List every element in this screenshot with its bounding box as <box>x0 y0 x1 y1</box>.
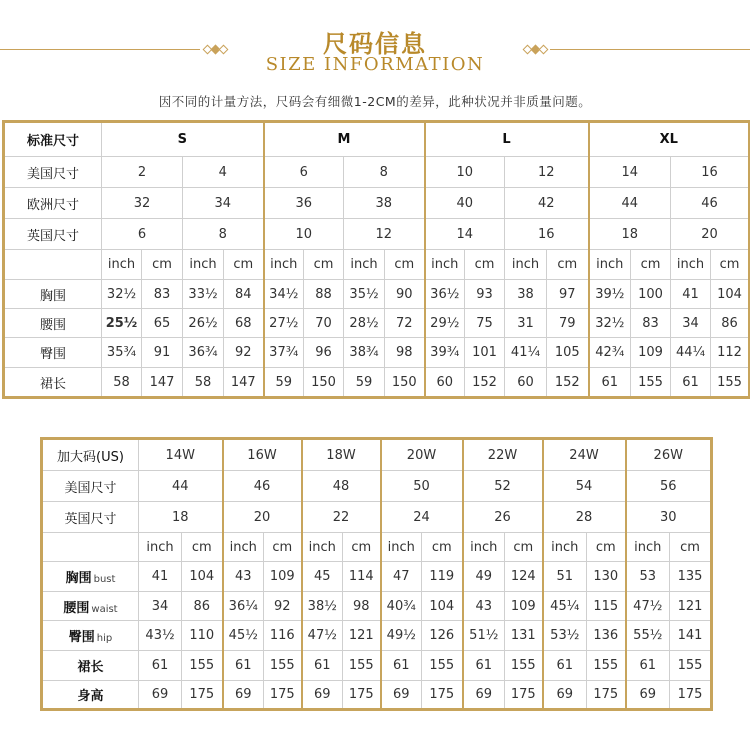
measurement-value: 61 <box>139 651 182 681</box>
measurement-value: 27½ <box>264 309 304 338</box>
measurement-label: 腰围 <box>4 309 102 338</box>
unit-inch: inch <box>671 250 711 280</box>
measurement-value: 41¼ <box>505 338 547 368</box>
measurement-value: 155 <box>505 651 543 681</box>
measurement-value: 92 <box>264 592 302 621</box>
size-value: 40 <box>425 188 505 219</box>
measurement-value: 109 <box>505 592 543 621</box>
size-value: 36 <box>264 188 344 219</box>
measurement-label-cell <box>42 651 139 681</box>
measurement-value: 104 <box>711 280 750 309</box>
measurement-value: 126 <box>422 621 463 651</box>
measurement-value: 65 <box>142 309 183 338</box>
size-value: 10 <box>264 219 344 250</box>
row-label: 英国尺寸 <box>4 219 102 250</box>
measurement-value: 69 <box>543 681 587 710</box>
measurement-label: 胸围 <box>65 571 92 586</box>
measurement-label: 裙长 <box>77 660 104 675</box>
unit-cm: cm <box>670 533 712 562</box>
plus-size-label: 24W <box>543 439 626 471</box>
measurement-value: 75 <box>465 309 505 338</box>
size-value: 2 <box>102 157 183 188</box>
size-value: 20 <box>671 219 750 250</box>
measurement-value: 101 <box>465 338 505 368</box>
measurement-value: 43 <box>223 562 264 592</box>
measurement-value: 58 <box>183 368 224 398</box>
measurement-value: 69 <box>139 681 182 710</box>
measurement-value: 93 <box>465 280 505 309</box>
measurement-value: 135 <box>670 562 712 592</box>
plus-size-table <box>40 437 713 711</box>
measurement-value: 152 <box>547 368 589 398</box>
size-value: 50 <box>381 471 463 502</box>
size-group-label: L <box>425 122 589 157</box>
unit-cm: cm <box>505 533 543 562</box>
measurement-value: 60 <box>505 368 547 398</box>
size-value: 46 <box>671 188 750 219</box>
size-conversion-row <box>4 188 750 219</box>
unit-cm: cm <box>587 533 626 562</box>
measurement-value: 121 <box>670 592 712 621</box>
measurement-value: 109 <box>631 338 671 368</box>
measurement-value: 45½ <box>223 621 264 651</box>
measurement-value: 155 <box>631 368 671 398</box>
measurement-value: 110 <box>182 621 223 651</box>
measurement-value: 115 <box>587 592 626 621</box>
size-value: 4 <box>183 157 264 188</box>
size-value: 10 <box>425 157 505 188</box>
measurement-value: 131 <box>505 621 543 651</box>
unit-inch: inch <box>223 533 264 562</box>
measurement-value: 59 <box>264 368 304 398</box>
measurement-value: 45 <box>302 562 343 592</box>
measurement-value: 39½ <box>589 280 631 309</box>
unit-inch: inch <box>589 250 631 280</box>
size-value: 6 <box>102 219 183 250</box>
measurement-value: 105 <box>547 338 589 368</box>
measurement-row <box>4 338 750 368</box>
unit-cm: cm <box>343 533 381 562</box>
size-value: 48 <box>302 471 381 502</box>
measurement-value: 61 <box>381 651 422 681</box>
size-value: 32 <box>102 188 183 219</box>
row-label: 美国尺寸 <box>4 157 102 188</box>
measurement-value: 175 <box>670 681 712 710</box>
unit-inch: inch <box>183 250 224 280</box>
measurement-value: 68 <box>224 309 264 338</box>
measurement-value: 86 <box>182 592 223 621</box>
size-conversion-row <box>4 219 750 250</box>
measurement-value: 69 <box>302 681 343 710</box>
measurement-value: 61 <box>463 651 505 681</box>
unit-inch: inch <box>463 533 505 562</box>
measurement-value: 90 <box>385 280 425 309</box>
measurement-row <box>4 280 750 309</box>
unit-inch: inch <box>139 533 182 562</box>
standard-size-table <box>2 120 750 399</box>
measurement-value: 88 <box>304 280 344 309</box>
unit-row <box>4 250 750 280</box>
size-conversion-row <box>4 157 750 188</box>
measurement-value: 152 <box>465 368 505 398</box>
size-value: 8 <box>344 157 425 188</box>
measurement-value: 41 <box>139 562 182 592</box>
measurement-value: 98 <box>385 338 425 368</box>
measurement-value: 49½ <box>381 621 422 651</box>
unit-cm: cm <box>182 533 223 562</box>
measurement-value: 36¼ <box>223 592 264 621</box>
measurement-value: 175 <box>182 681 223 710</box>
measurement-value: 83 <box>142 280 183 309</box>
empty-cell <box>4 250 102 280</box>
row-label: 美国尺寸 <box>42 471 139 502</box>
measurement-value: 26½ <box>183 309 224 338</box>
measurement-value: 42¾ <box>589 338 631 368</box>
measurement-value: 31 <box>505 309 547 338</box>
unit-inch: inch <box>344 250 385 280</box>
measurement-value: 147 <box>142 368 183 398</box>
unit-inch: inch <box>626 533 670 562</box>
measurement-value: 41 <box>671 280 711 309</box>
measurement-value: 109 <box>264 562 302 592</box>
measurement-value: 34½ <box>264 280 304 309</box>
unit-cm: cm <box>465 250 505 280</box>
measurement-value: 114 <box>343 562 381 592</box>
measurement-value: 136 <box>587 621 626 651</box>
plus-size-label: 16W <box>223 439 302 471</box>
measurement-value: 86 <box>711 309 750 338</box>
measurement-value: 43½ <box>139 621 182 651</box>
measurement-value: 61 <box>543 651 587 681</box>
measurement-row <box>4 309 750 338</box>
measurement-value: 47½ <box>626 592 670 621</box>
measurement-value: 70 <box>304 309 344 338</box>
measurement-label: 腰围 <box>63 600 90 616</box>
plus-size-label: 18W <box>302 439 381 471</box>
measurement-label: 身高 <box>77 689 104 704</box>
left-ornament <box>0 48 225 51</box>
measurement-value: 155 <box>587 651 626 681</box>
measurement-value: 58 <box>102 368 142 398</box>
measurement-value: 100 <box>631 280 671 309</box>
row-label: 欧洲尺寸 <box>4 188 102 219</box>
measurement-value: 44¼ <box>671 338 711 368</box>
measurement-value: 61 <box>671 368 711 398</box>
measurement-label-cell <box>42 592 139 621</box>
size-value: 18 <box>139 502 223 533</box>
measurement-value: 155 <box>670 651 712 681</box>
measurement-value: 32½ <box>102 280 142 309</box>
size-value: 20 <box>223 502 302 533</box>
size-value: 12 <box>505 157 589 188</box>
measurement-value: 38½ <box>302 592 343 621</box>
measurement-value: 25½ <box>102 309 142 338</box>
size-value: 44 <box>589 188 671 219</box>
plus-size-label: 26W <box>626 439 712 471</box>
measurement-value: 97 <box>547 280 589 309</box>
measurement-value: 39¾ <box>425 338 465 368</box>
measurement-label: 臀围 <box>4 338 102 368</box>
measurement-value: 150 <box>385 368 425 398</box>
unit-inch: inch <box>264 250 304 280</box>
measurement-row <box>4 368 750 398</box>
measurement-value: 119 <box>422 562 463 592</box>
unit-cm: cm <box>264 533 302 562</box>
measurement-value: 147 <box>224 368 264 398</box>
size-value: 6 <box>264 157 344 188</box>
measurement-value: 29½ <box>425 309 465 338</box>
size-value: 52 <box>463 471 543 502</box>
empty-cell <box>42 533 139 562</box>
measurement-value: 35½ <box>344 280 385 309</box>
measurement-value: 121 <box>343 621 381 651</box>
measurement-value: 55½ <box>626 621 670 651</box>
size-value: 34 <box>183 188 264 219</box>
measurement-value: 83 <box>631 309 671 338</box>
measurement-value: 61 <box>302 651 343 681</box>
size-value: 14 <box>589 157 671 188</box>
size-value: 22 <box>302 502 381 533</box>
size-value: 30 <box>626 502 712 533</box>
measurement-value: 53½ <box>543 621 587 651</box>
plus-size-header-row <box>42 439 712 471</box>
plus-size-header-label: 加大码(US) <box>42 439 139 471</box>
measurement-row <box>42 651 712 681</box>
measurement-value: 175 <box>422 681 463 710</box>
measurement-value: 36¾ <box>183 338 224 368</box>
measurement-value: 112 <box>711 338 750 368</box>
measurement-value: 38¾ <box>344 338 385 368</box>
unit-cm: cm <box>547 250 589 280</box>
measurement-label: 臀围 <box>68 630 95 645</box>
size-note: 因不同的计量方法，尺码会有细微1-2CM的差异，此种状况并非质量问题。 <box>158 94 592 109</box>
size-value: 18 <box>589 219 671 250</box>
measurement-value: 47½ <box>302 621 343 651</box>
measurement-value: 38 <box>505 280 547 309</box>
measurement-value: 43 <box>463 592 505 621</box>
measurement-value: 69 <box>223 681 264 710</box>
size-conversion-row <box>42 502 712 533</box>
size-header-label: 标准尺寸 <box>4 122 102 157</box>
measurement-value: 91 <box>142 338 183 368</box>
measurement-value: 33½ <box>183 280 224 309</box>
measurement-label-en: waist <box>91 603 118 615</box>
unit-cm: cm <box>711 250 750 280</box>
measurement-value: 51½ <box>463 621 505 651</box>
size-group-label: M <box>264 122 425 157</box>
measurement-value: 51 <box>543 562 587 592</box>
page-title: 尺码信息 <box>323 30 427 58</box>
measurement-value: 37¾ <box>264 338 304 368</box>
size-value: 44 <box>139 471 223 502</box>
measurement-value: 69 <box>381 681 422 710</box>
unit-row <box>42 533 712 562</box>
unit-inch: inch <box>505 250 547 280</box>
unit-cm: cm <box>631 250 671 280</box>
measurement-value: 150 <box>304 368 344 398</box>
unit-inch: inch <box>302 533 343 562</box>
measurement-value: 36½ <box>425 280 465 309</box>
size-value: 56 <box>626 471 712 502</box>
measurement-value: 130 <box>587 562 626 592</box>
measurement-value: 34 <box>671 309 711 338</box>
size-group-label: S <box>102 122 264 157</box>
measurement-value: 34 <box>139 592 182 621</box>
measurement-value: 155 <box>422 651 463 681</box>
measurement-value: 69 <box>463 681 505 710</box>
unit-cm: cm <box>385 250 425 280</box>
measurement-value: 32½ <box>589 309 631 338</box>
size-value: 14 <box>425 219 505 250</box>
plus-size-label: 20W <box>381 439 463 471</box>
unit-cm: cm <box>142 250 183 280</box>
size-value: 38 <box>344 188 425 219</box>
measurement-value: 47 <box>381 562 422 592</box>
size-conversion-row <box>42 471 712 502</box>
measurement-value: 141 <box>670 621 712 651</box>
unit-cm: cm <box>224 250 264 280</box>
measurement-value: 61 <box>626 651 670 681</box>
unit-inch: inch <box>381 533 422 562</box>
size-value: 26 <box>463 502 543 533</box>
measurement-value: 98 <box>343 592 381 621</box>
row-label: 英国尺寸 <box>42 502 139 533</box>
measurement-value: 155 <box>182 651 223 681</box>
measurement-row <box>42 621 712 651</box>
measurement-row <box>42 562 712 592</box>
measurement-value: 104 <box>422 592 463 621</box>
size-value: 28 <box>543 502 626 533</box>
measurement-value: 175 <box>505 681 543 710</box>
measurement-label: 裙长 <box>4 368 102 398</box>
size-value: 42 <box>505 188 589 219</box>
measurement-value: 45¼ <box>543 592 587 621</box>
measurement-value: 60 <box>425 368 465 398</box>
size-value: 24 <box>381 502 463 533</box>
measurement-value: 155 <box>711 368 750 398</box>
unit-cm: cm <box>422 533 463 562</box>
unit-inch: inch <box>543 533 587 562</box>
measurement-label-cell <box>42 681 139 710</box>
measurement-value: 116 <box>264 621 302 651</box>
measurement-value: 175 <box>264 681 302 710</box>
measurement-value: 155 <box>264 651 302 681</box>
measurement-value: 72 <box>385 309 425 338</box>
measurement-label: 胸围 <box>4 280 102 309</box>
size-value: 16 <box>671 157 750 188</box>
unit-cm: cm <box>304 250 344 280</box>
plus-size-label: 22W <box>463 439 543 471</box>
measurement-value: 96 <box>304 338 344 368</box>
measurement-value: 79 <box>547 309 589 338</box>
right-ornament <box>522 48 750 51</box>
size-value: 16 <box>505 219 589 250</box>
measurement-row <box>42 592 712 621</box>
measurement-label-en: bust <box>93 574 116 585</box>
measurement-label-cell <box>42 621 139 651</box>
size-value: 12 <box>344 219 425 250</box>
measurement-value: 59 <box>344 368 385 398</box>
size-value: 54 <box>543 471 626 502</box>
measurement-value: 35¾ <box>102 338 142 368</box>
measurement-value: 49 <box>463 562 505 592</box>
measurement-row <box>42 681 712 710</box>
measurement-value: 155 <box>343 651 381 681</box>
measurement-value: 84 <box>224 280 264 309</box>
page-subtitle: SIZE INFORMATION <box>265 54 485 75</box>
measurement-value: 104 <box>182 562 223 592</box>
measurement-value: 175 <box>587 681 626 710</box>
measurement-label-cell <box>42 562 139 592</box>
size-value: 46 <box>223 471 302 502</box>
measurement-value: 124 <box>505 562 543 592</box>
unit-inch: inch <box>425 250 465 280</box>
size-group-label: XL <box>589 122 750 157</box>
size-value: 8 <box>183 219 264 250</box>
plus-size-label: 14W <box>139 439 223 471</box>
measurement-value: 61 <box>223 651 264 681</box>
measurement-value: 92 <box>224 338 264 368</box>
measurement-value: 40¾ <box>381 592 422 621</box>
measurement-value: 28½ <box>344 309 385 338</box>
size-group-row <box>4 122 750 157</box>
measurement-label-en: hip <box>96 633 113 644</box>
measurement-value: 175 <box>343 681 381 710</box>
measurement-value: 69 <box>626 681 670 710</box>
measurement-value: 53 <box>626 562 670 592</box>
unit-inch: inch <box>102 250 142 280</box>
measurement-value: 61 <box>589 368 631 398</box>
